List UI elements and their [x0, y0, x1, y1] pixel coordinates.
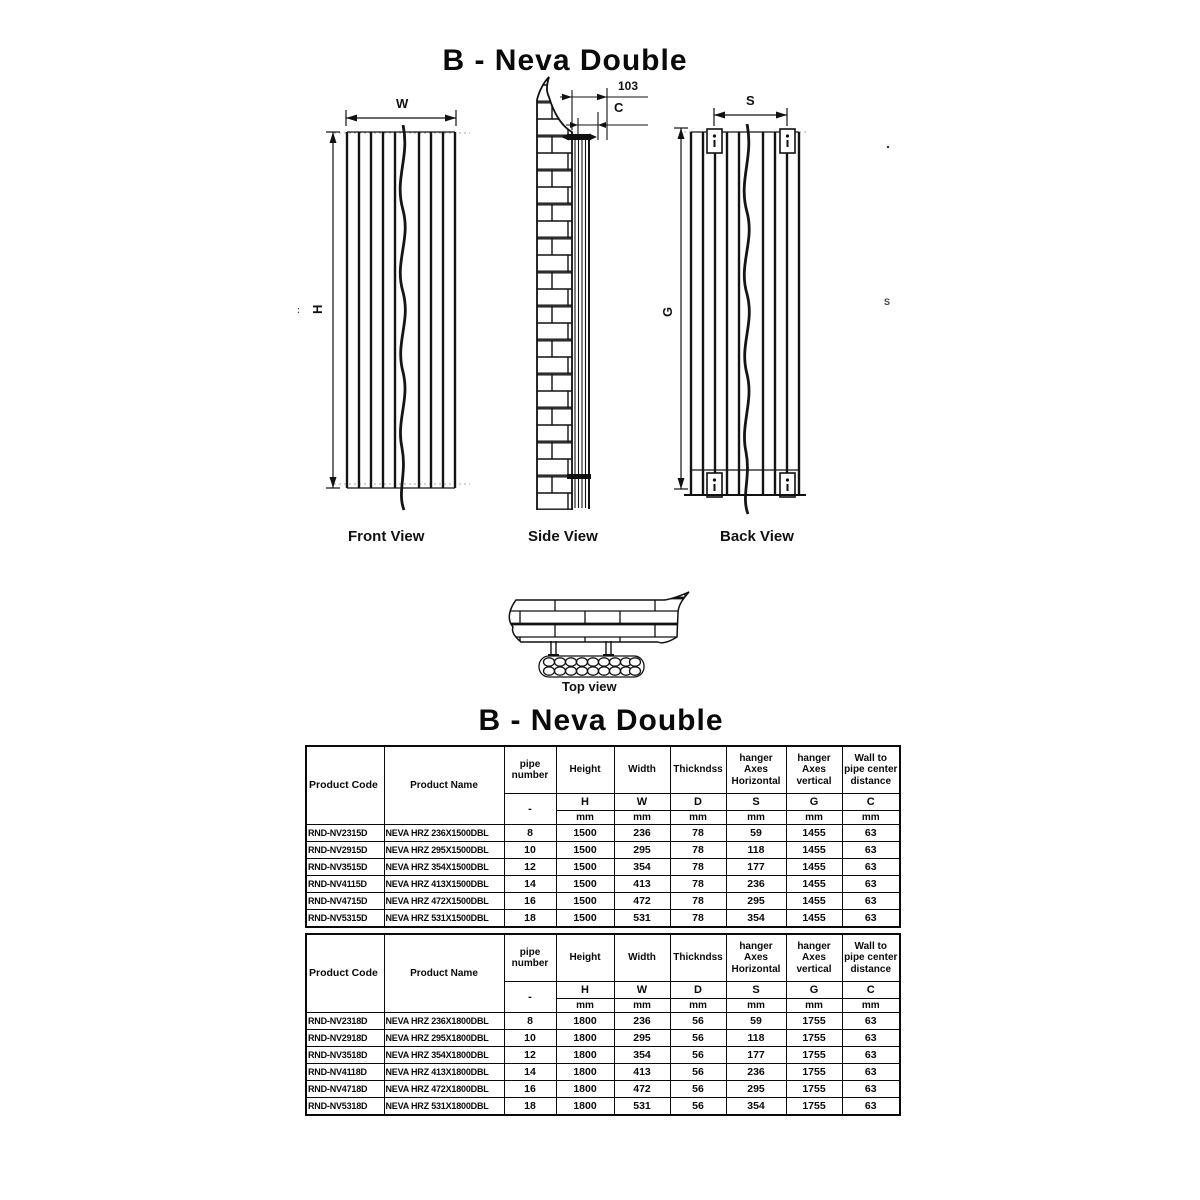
radiator-profile — [575, 135, 589, 509]
table-cell: 472 — [614, 893, 670, 910]
dimension-w — [346, 110, 456, 126]
table-cell: 1800 — [556, 1047, 614, 1064]
table-cell: 1500 — [556, 825, 614, 842]
pipe-row-icon — [539, 656, 644, 677]
table-cell: 78 — [670, 910, 726, 928]
unit-mm: mm — [670, 999, 726, 1013]
table-cell: 1755 — [786, 1098, 842, 1116]
table-cell: 1800 — [556, 1013, 614, 1030]
table-cell: 1500 — [556, 842, 614, 859]
symbol-g: G — [786, 794, 842, 811]
unit-mm: mm — [614, 811, 670, 825]
col-product-code: Product Code — [306, 746, 384, 825]
col-height: Height — [556, 934, 614, 982]
table-cell: NEVA HRZ 531X1500DBL — [384, 910, 504, 928]
dimension-s — [714, 108, 787, 126]
symbol-c: C — [842, 794, 900, 811]
col-wall-distance: Wall to pipe center distance — [842, 746, 900, 794]
table-cell: 10 — [504, 842, 556, 859]
symbol-s: S — [726, 794, 786, 811]
col-pipe-number: pipe number — [504, 746, 556, 794]
table-cell: 14 — [504, 876, 556, 893]
table-cell: 1455 — [786, 876, 842, 893]
table-cell: 236 — [614, 1013, 670, 1030]
symbol-h: H — [556, 982, 614, 999]
table-cell: 1755 — [786, 1013, 842, 1030]
table-cell: 1500 — [556, 876, 614, 893]
table-cell: 295 — [726, 893, 786, 910]
table-cell: 354 — [726, 1098, 786, 1116]
table-cell: NEVA HRZ 413X1500DBL — [384, 876, 504, 893]
table-cell: 63 — [842, 876, 900, 893]
scan-artifact-mark: : — [297, 305, 300, 315]
table-cell: 59 — [726, 825, 786, 842]
table-cell: 56 — [670, 1047, 726, 1064]
col-product-name: Product Name — [384, 934, 504, 1013]
table-cell: 295 — [614, 842, 670, 859]
table-cell: 1500 — [556, 859, 614, 876]
table-cell: 1755 — [786, 1081, 842, 1098]
unit-mm: mm — [556, 999, 614, 1013]
table-cell: NEVA HRZ 295X1500DBL — [384, 842, 504, 859]
hanger-bracket-icon — [780, 129, 795, 153]
table-cell: 1800 — [556, 1098, 614, 1116]
table-cell: NEVA HRZ 295X1800DBL — [384, 1030, 504, 1047]
table-cell: 1455 — [786, 910, 842, 928]
col-hanger-vertical: hanger Axes vertical — [786, 746, 842, 794]
table-cell: 78 — [670, 825, 726, 842]
table-cell: RND-NV2915D — [306, 842, 384, 859]
table-cell: 472 — [614, 1081, 670, 1098]
table-cell: NEVA HRZ 472X1500DBL — [384, 893, 504, 910]
symbol-dash: - — [504, 982, 556, 1013]
wall-plan — [509, 592, 689, 643]
header-row — [306, 934, 900, 982]
back-view-drawing — [660, 93, 890, 545]
table-cell: 59 — [726, 1013, 786, 1030]
spec-table-1800 — [305, 933, 901, 1116]
table-cell: NEVA HRZ 472X1800DBL — [384, 1081, 504, 1098]
unit-mm: mm — [614, 999, 670, 1013]
table-cell: RND-NV4115D — [306, 876, 384, 893]
table-cell: 63 — [842, 1098, 900, 1116]
col-pipe-number: pipe number — [504, 934, 556, 982]
break-line — [744, 124, 749, 514]
table-cell: 63 — [842, 859, 900, 876]
unit-mm: mm — [842, 811, 900, 825]
spec-table-1500 — [305, 745, 901, 928]
table-cell: RND-NV5318D — [306, 1098, 384, 1116]
table-cell: NEVA HRZ 354X1800DBL — [384, 1047, 504, 1064]
scan-artifact-dot — [887, 146, 889, 148]
table-section-title: B - Neva Double — [478, 704, 724, 737]
table-cell: 16 — [504, 1081, 556, 1098]
table-cell: 56 — [670, 1064, 726, 1081]
table-cell: 1455 — [786, 842, 842, 859]
front-view-label: Front View — [348, 528, 425, 545]
table-row — [306, 825, 900, 842]
table-row — [306, 842, 900, 859]
table-cell: 177 — [726, 859, 786, 876]
col-thickness: Thickndss — [670, 746, 726, 794]
table-row — [306, 1047, 900, 1064]
side-view-label: Side View — [528, 528, 598, 545]
table-cell: 63 — [842, 1064, 900, 1081]
table-cell: 56 — [670, 1081, 726, 1098]
table-cell: 10 — [504, 1030, 556, 1047]
break-line — [400, 125, 405, 510]
table-cell: RND-NV5315D — [306, 910, 384, 928]
table-row — [306, 1013, 900, 1030]
table-cell: 56 — [670, 1098, 726, 1116]
table-cell: 1455 — [786, 825, 842, 842]
top-view-drawing — [509, 592, 689, 694]
col-hanger-horizontal: hanger Axes Horizontal — [726, 934, 786, 982]
col-width: Width — [614, 746, 670, 794]
table-cell: 18 — [504, 1098, 556, 1116]
symbol-w: W — [614, 982, 670, 999]
table-cell: 236 — [614, 825, 670, 842]
table-cell: 413 — [614, 1064, 670, 1081]
dimension-g — [674, 128, 688, 489]
table-cell: NEVA HRZ 354X1500DBL — [384, 859, 504, 876]
table-cell: 78 — [670, 842, 726, 859]
table-cell: 1755 — [786, 1047, 842, 1064]
table-cell: 1800 — [556, 1064, 614, 1081]
table-cell: 354 — [726, 910, 786, 928]
table-cell: 63 — [842, 842, 900, 859]
table-cell: 236 — [726, 1064, 786, 1081]
dim-c-label: C — [614, 100, 624, 115]
front-view-drawing — [297, 96, 470, 545]
table-cell: 63 — [842, 893, 900, 910]
table-cell: NEVA HRZ 236X1800DBL — [384, 1013, 504, 1030]
unit-mm: mm — [726, 999, 786, 1013]
unit-mm: mm — [786, 811, 842, 825]
table-cell: 56 — [670, 1013, 726, 1030]
hanger-bracket-icon — [707, 473, 722, 497]
table-row — [306, 1064, 900, 1081]
col-height: Height — [556, 746, 614, 794]
table-cell: 16 — [504, 893, 556, 910]
table-row — [306, 1081, 900, 1098]
table-cell: 531 — [614, 1098, 670, 1116]
table-row — [306, 859, 900, 876]
table-cell: 295 — [614, 1030, 670, 1047]
dim-g-label: G — [660, 306, 675, 317]
table-cell: 63 — [842, 1030, 900, 1047]
table-cell: 1800 — [556, 1030, 614, 1047]
symbol-g: G — [786, 982, 842, 999]
unit-mm: mm — [726, 811, 786, 825]
table-cell: 354 — [614, 1047, 670, 1064]
unit-mm: mm — [786, 999, 842, 1013]
table-cell: NEVA HRZ 531X1800DBL — [384, 1098, 504, 1116]
back-view-label: Back View — [720, 528, 794, 545]
table-cell: 78 — [670, 876, 726, 893]
table-cell: 14 — [504, 1064, 556, 1081]
table-cell: 18 — [504, 910, 556, 928]
symbol-h: H — [556, 794, 614, 811]
table-cell: RND-NV2315D — [306, 825, 384, 842]
table-row — [306, 1098, 900, 1116]
table-row — [306, 876, 900, 893]
table-cell: RND-NV4718D — [306, 1081, 384, 1098]
table-row — [306, 893, 900, 910]
col-product-code: Product Code — [306, 934, 384, 1013]
table-cell: 63 — [842, 1047, 900, 1064]
table-cell: 354 — [614, 859, 670, 876]
table-cell: 56 — [670, 1030, 726, 1047]
table-cell: 531 — [614, 910, 670, 928]
table-cell: NEVA HRZ 236X1500DBL — [384, 825, 504, 842]
table-cell: NEVA HRZ 413X1800DBL — [384, 1064, 504, 1081]
side-view-drawing — [528, 77, 648, 545]
table-cell: 1500 — [556, 893, 614, 910]
col-wall-distance: Wall to pipe center distance — [842, 934, 900, 982]
symbol-w: W — [614, 794, 670, 811]
top-view-label: Top view — [562, 679, 617, 694]
table-cell: 12 — [504, 1047, 556, 1064]
symbol-d: D — [670, 794, 726, 811]
table-cell: RND-NV3515D — [306, 859, 384, 876]
hanger-bracket-icon — [707, 129, 722, 153]
dim-h-label: H — [310, 304, 325, 314]
dimension-h — [326, 132, 340, 488]
table-cell: 1800 — [556, 1081, 614, 1098]
hanger-post-icon — [551, 641, 611, 656]
dimension-103 — [560, 88, 648, 140]
table-cell: RND-NV2918D — [306, 1030, 384, 1047]
symbol-s: S — [726, 982, 786, 999]
dim-s-label: S — [746, 93, 755, 108]
table-cell: 177 — [726, 1047, 786, 1064]
table-cell: 12 — [504, 859, 556, 876]
table-cell: 1455 — [786, 893, 842, 910]
table-cell: 1455 — [786, 859, 842, 876]
symbol-c: C — [842, 982, 900, 999]
dim-103-label: 103 — [618, 79, 639, 93]
unit-mm: mm — [556, 811, 614, 825]
table-cell: 1755 — [786, 1030, 842, 1047]
col-hanger-horizontal: hanger Axes Horizontal — [726, 746, 786, 794]
hanger-bracket-icon — [567, 474, 591, 479]
table-row — [306, 910, 900, 928]
scan-artifact-s: S — [884, 297, 891, 307]
col-hanger-vertical: hanger Axes vertical — [786, 934, 842, 982]
symbol-d: D — [670, 982, 726, 999]
table-cell: 413 — [614, 876, 670, 893]
header-row — [306, 746, 900, 794]
table-cell: 295 — [726, 1081, 786, 1098]
table-cell: 1500 — [556, 910, 614, 928]
col-thickness: Thickndss — [670, 934, 726, 982]
table-cell: 118 — [726, 1030, 786, 1047]
table-cell: 236 — [726, 876, 786, 893]
table-cell: 1755 — [786, 1064, 842, 1081]
col-product-name: Product Name — [384, 746, 504, 825]
table-cell: 78 — [670, 859, 726, 876]
table-row — [306, 1030, 900, 1047]
table-cell: 8 — [504, 1013, 556, 1030]
dim-w-label: W — [396, 96, 409, 111]
unit-mm: mm — [842, 999, 900, 1013]
table-cell: 63 — [842, 1081, 900, 1098]
table-cell: 63 — [842, 825, 900, 842]
table-cell: 63 — [842, 910, 900, 928]
page-title: B - Neva Double — [442, 44, 688, 77]
table-cell: RND-NV4715D — [306, 893, 384, 910]
symbol-dash: - — [504, 794, 556, 825]
table-cell: 8 — [504, 825, 556, 842]
wall-section — [537, 77, 572, 510]
table-cell: 63 — [842, 1013, 900, 1030]
table-cell: 78 — [670, 893, 726, 910]
hanger-bracket-icon — [780, 473, 795, 497]
table-cell: RND-NV4118D — [306, 1064, 384, 1081]
unit-mm: mm — [670, 811, 726, 825]
table-cell: RND-NV2318D — [306, 1013, 384, 1030]
table-cell: RND-NV3518D — [306, 1047, 384, 1064]
col-width: Width — [614, 934, 670, 982]
table-cell: 118 — [726, 842, 786, 859]
